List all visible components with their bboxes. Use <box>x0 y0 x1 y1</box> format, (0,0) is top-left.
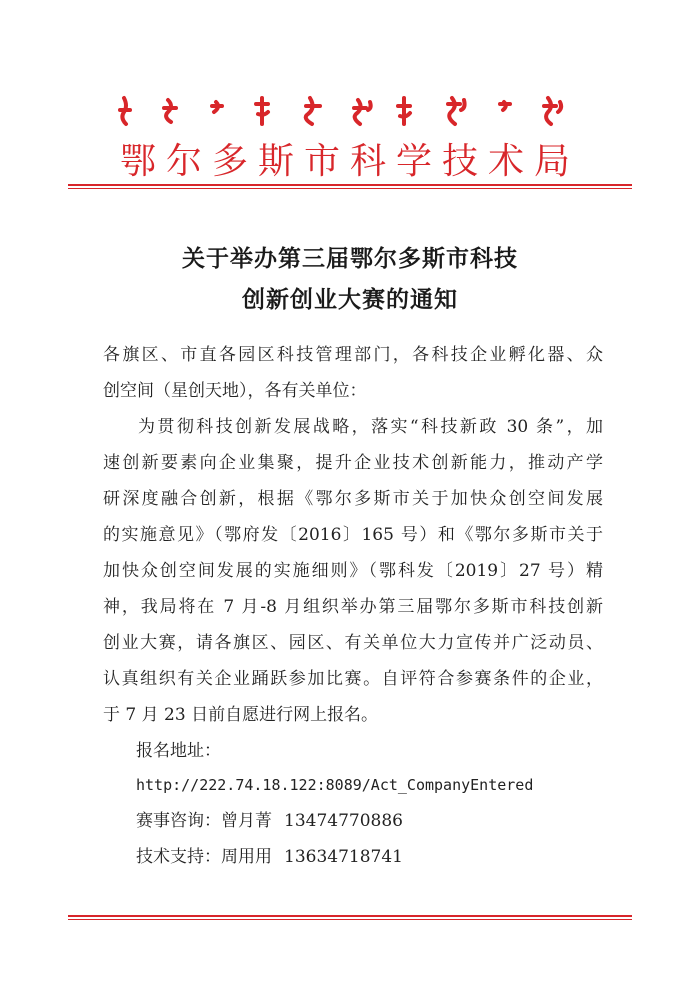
footer-divider-thin <box>68 919 632 920</box>
footer-divider-thick <box>68 915 632 917</box>
document-title-line-2: 创新创业大赛的通知 <box>242 286 458 313</box>
registration-label: 报名地址： <box>136 741 221 761</box>
body-paragraph-line: 研深度融合创新，根据《鄂尔多斯市关于加快众创空间发展 <box>103 489 603 509</box>
body-paragraph-line: 神，我局将在 7 月-8 月组织举办第三届鄂尔多斯市科技创新 <box>103 597 603 617</box>
body-paragraph-line: 为贯彻科技创新发展战略，落实“科技新政 30 条”，加 <box>138 417 603 437</box>
agency-name: 鄂尔多斯市科学技术局 <box>119 141 580 182</box>
body-paragraph-line: 创业大赛，请各旗区、园区、有关单位大力宣传并广泛动员、 <box>103 633 603 653</box>
consult-name: 曾月菁 <box>221 811 272 831</box>
mongolian-letterhead-logo <box>112 92 592 132</box>
addressee-line-2: 创空间（星创天地），各有关单位： <box>103 381 367 401</box>
consult-label: 赛事咨询： <box>136 811 221 831</box>
support-phone: 13634718741 <box>284 847 403 867</box>
registration-url-link[interactable]: http://222.74.18.122:8089/Act_CompanyEntered <box>136 776 534 794</box>
document-title-line-1: 关于举办第三届鄂尔多斯市科技 <box>182 245 518 272</box>
body-paragraph-line: 加快众创空间发展的实施细则》（鄂科发〔2019〕27 号）精 <box>103 561 603 581</box>
support-contact <box>136 839 403 875</box>
consult-phone: 13474770886 <box>284 811 403 831</box>
body-paragraph-line: 速创新要素向企业集聚，提升企业技术创新能力，推动产学 <box>103 453 603 473</box>
letterhead-divider-thick <box>68 184 632 186</box>
letterhead-divider-thin <box>68 188 632 189</box>
body-paragraph-line: 于 7 月 23 日前自愿进行网上报名。 <box>103 705 379 725</box>
consult-contact <box>136 803 403 839</box>
support-name: 周用用 <box>221 847 272 867</box>
body-paragraph-line: 的实施意见》（鄂府发〔2016〕165 号）和《鄂尔多斯市关于 <box>103 525 603 545</box>
body-paragraph-line: 认真组织有关企业踊跃参加比赛。自评符合参赛条件的企业， <box>103 669 603 689</box>
addressee-line-1: 各旗区、市直各园区科技管理部门，各科技企业孵化器、众 <box>103 345 603 365</box>
support-label: 技术支持： <box>136 847 221 867</box>
